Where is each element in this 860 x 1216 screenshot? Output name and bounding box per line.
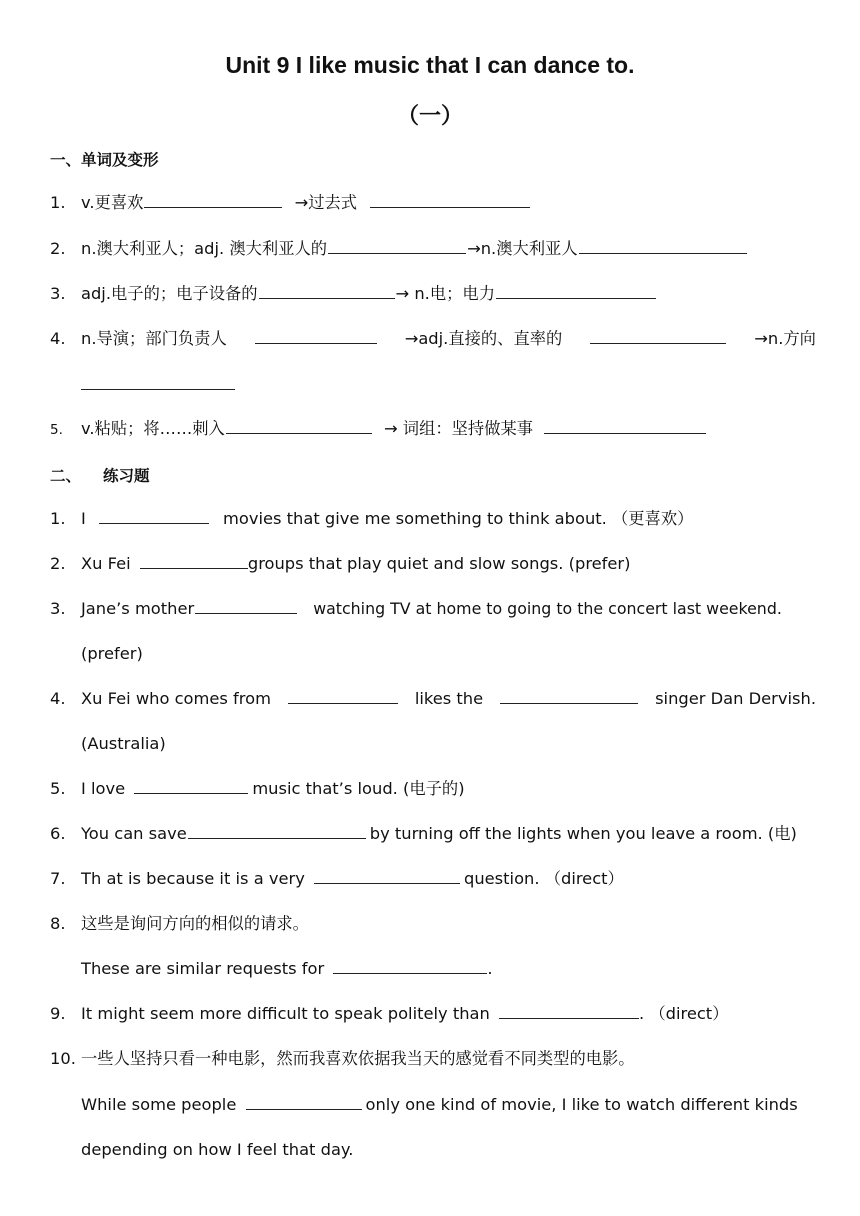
answer-blank[interactable] <box>195 598 297 614</box>
exercise-item-7: 7. Th at is because it is a very question. （direct） <box>50 869 624 888</box>
answer-blank[interactable] <box>288 688 398 704</box>
exercise-item-4-cont: (Australia) <box>81 734 166 753</box>
exercise-item-8-cont: These are similar requests for . <box>81 959 493 978</box>
exercise-item-10-cont: While some people only one kind of movie, I like to watch different kinds <box>81 1095 798 1114</box>
exercise-item-3: 3. Jane’s mother watching TV at home to going to the concert last weekend. <box>50 599 782 618</box>
vocab-item-4: 4. n.导演；部门负责人 →adj.直接的、直率的 →n.方向 <box>50 329 816 348</box>
answer-blank[interactable] <box>500 688 638 704</box>
section-heading-vocabulary: 一、单词及变形 <box>50 151 159 169</box>
answer-blank[interactable] <box>134 778 248 794</box>
section-heading-exercises: 二、 练习题 <box>50 467 150 485</box>
vocab-item-3: 3. adj.电子的；电子设备的 → n.电；电力 <box>50 283 816 305</box>
answer-blank[interactable] <box>314 868 460 884</box>
answer-blank[interactable] <box>499 1003 639 1019</box>
exercise-item-3-cont: (prefer) <box>81 644 143 663</box>
answer-blank[interactable] <box>188 823 366 839</box>
answer-blank[interactable] <box>496 283 656 299</box>
exercise-item-4: 4. Xu Fei who comes from likes the singer Dan Dervish. <box>50 689 816 708</box>
exercise-item-10-cont2: depending on how I feel that day. <box>81 1140 354 1159</box>
answer-blank[interactable] <box>255 328 377 344</box>
vocab-item-2: 2. n.澳大利亚人；adj. 澳大利亚人的 →n.澳大利亚人 <box>50 238 816 260</box>
answer-blank[interactable] <box>544 418 706 434</box>
answer-blank[interactable] <box>370 192 530 208</box>
answer-blank[interactable] <box>579 238 747 254</box>
answer-blank[interactable] <box>144 192 282 208</box>
answer-blank[interactable] <box>226 418 372 434</box>
exercise-item-1: 1. I movies that give me something to think about. （更喜欢） <box>50 509 694 528</box>
answer-blank[interactable] <box>81 374 235 390</box>
answer-blank[interactable] <box>99 508 209 524</box>
answer-blank[interactable] <box>259 283 395 299</box>
exercise-item-9: 9. It might seem more difficult to speak politely than . （direct） <box>50 1004 729 1023</box>
exercise-item-6: 6. You can save by turning off the lights when you leave a room. (电) <box>50 824 797 843</box>
page-title: Unit 9 I like music that I can dance to. <box>225 52 635 78</box>
exercise-item-10: 10. 一些人坚持只看一种电影，然而我喜欢依据我当天的感觉看不同类型的电影。 <box>50 1049 635 1068</box>
vocab-item-4-cont <box>81 374 236 396</box>
answer-blank[interactable] <box>246 1094 362 1110</box>
answer-blank[interactable] <box>333 958 487 974</box>
exercise-item-8: 8. 这些是询问方向的相似的请求。 <box>50 914 309 933</box>
vocab-item-5: 5. v.粘贴；将……刺入 → 词组：坚持做某事 <box>50 418 816 441</box>
exercise-item-2: 2. Xu Fei groups that play quiet and slow songs. (prefer) <box>50 554 631 573</box>
vocab-item-1: 1. v.更喜欢 →过去式 <box>50 192 816 214</box>
exercise-item-5: 5. I love music that’s loud. (电子的) <box>50 779 465 798</box>
page-subtitle: （一） <box>396 104 463 129</box>
answer-blank[interactable] <box>328 238 466 254</box>
answer-blank[interactable] <box>140 553 248 569</box>
answer-blank[interactable] <box>590 328 726 344</box>
